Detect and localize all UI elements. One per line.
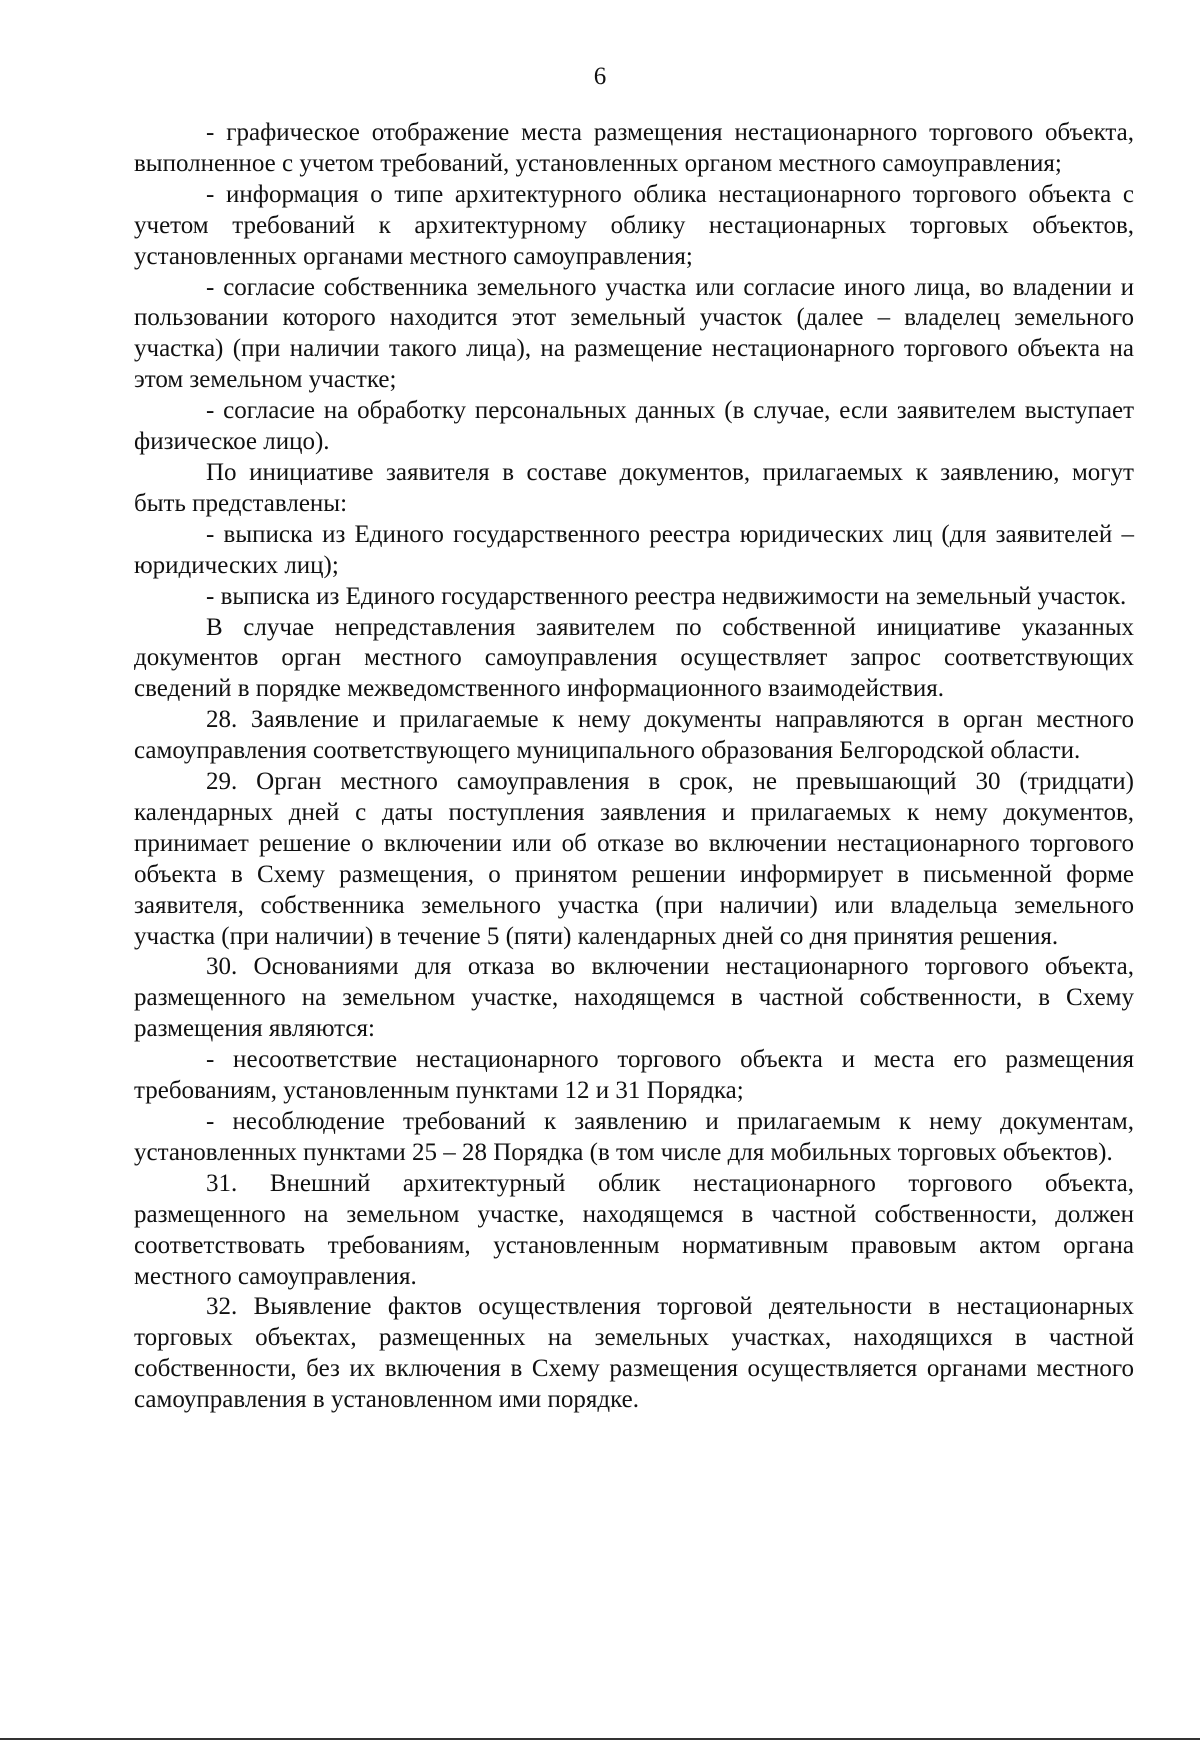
bottom-scan-edge [0, 1738, 1200, 1740]
paragraph-egrul-extract: - выписка из Единого государственного реестра юридических лиц (для заявителей – юридических лиц); [134, 520, 1134, 579]
paragraph-owner-consent: - согласие собственника земельного участка или согласие иного лица, во владении и пользовании которого находится этот земельный участок (далее – владелец земельного участка) (при наличии такого лица), на размещение нестационарного торгового объекта на этом земельном участке; [134, 273, 1134, 394]
paragraph-item-29: 29. Орган местного самоуправления в срок, не превышающий 30 (тридцати) календарных дней с даты поступления заявления и прилагаемых к нему документов, принимает решение о включении или об отказе во включении нестационарного торгового объекта в Схему размещения, о принятом решении информирует в письменной форме заявителя, собственника земельного участка (при наличии) или владельца земельного участка (при наличии) в течение 5 (пяти) календарных дней со дня принятия решения. [134, 768, 1134, 950]
document-body [134, 118, 1134, 1416]
paragraph-interagency-request: В случае непредставления заявителем по собственной инициативе указанных документов орган местного самоуправления осуществляет запрос соответствующих сведений в порядке межведомственного информационного взаимодействия. [134, 613, 1134, 703]
paragraph-applicant-initiative: По инициативе заявителя в составе документов, прилагаемых к заявлению, могут быть представлены: [134, 458, 1134, 517]
paragraph-refusal-reason-2: - несоблюдение требований к заявлению и прилагаемым к нему документам, установленных пунктами 25 – 28 Порядка (в том числе для мобильных торговых объектов). [134, 1108, 1134, 1166]
paragraph-personal-data-consent: - согласие на обработку персональных данных (в случае, если заявителем выступает физическое лицо). [134, 397, 1134, 456]
paragraph-refusal-reason-1: - несоответствие нестационарного торгового объекта и места его размещения требованиям, установленным пунктами 12 и 31 Порядка; [134, 1046, 1134, 1105]
paragraph-item-31: 31. Внешний архитектурный облик нестационарного торгового объекта, размещенного на земельном участке, находящемся в частной собственности, должен соответствовать требованиям, установленным нормативным правовым актом органа местного самоуправления. [134, 1169, 1134, 1290]
paragraph-architectural-type: - информация о типе архитектурного облика нестационарного торгового объекта с учетом требований к архитектурному облику нестационарных торговых объектов, установленных органами местного самоуправления; [134, 180, 1134, 270]
paragraph-item-32: 32. Выявление фактов осуществления торговой деятельности в нестационарных торговых объектах, размещенных на земельных участках, находящихся в частной собственности, без их включения в Схему размещения осуществляется органами местного самоуправления в установленном ими порядке. [134, 1293, 1134, 1414]
paragraph-item-28: 28. Заявление и прилагаемые к нему документы направляются в орган местного самоуправления соответствующего муниципального образования Белгородской области. [134, 706, 1134, 765]
paragraph-item-30: 30. Основаниями для отказа во включении нестационарного торгового объекта, размещенного на земельном участке, находящемся в частной собственности, в Схему размещения являются: [134, 953, 1134, 1043]
paragraph-egrn-extract: - выписка из Единого государственного реестра недвижимости на земельный участок. [206, 582, 1127, 610]
page-number: 6 [593, 63, 607, 90]
paragraph-graphic-display: - графическое отображение места размещения нестационарного торгового объекта, выполненное с учетом требований, установленных органом местного самоуправления; [134, 119, 1134, 177]
